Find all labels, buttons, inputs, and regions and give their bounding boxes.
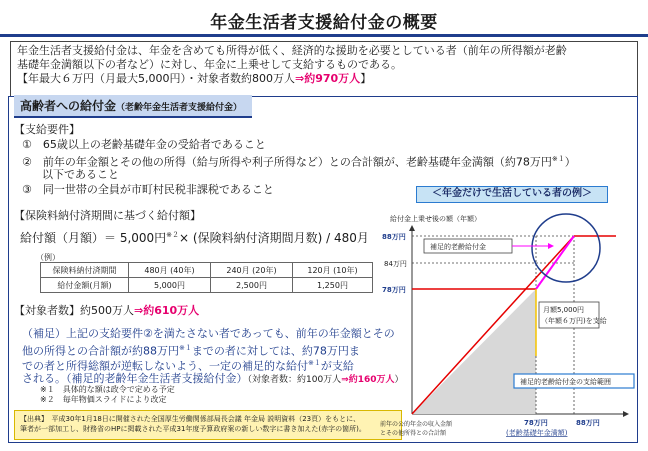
section-subtitle: （老齢年金生活者支援給付金） [116,103,243,113]
table-cell: 保険料納付済期間 [41,263,129,278]
supplement-footnote-1: ※１ [179,344,192,352]
supplement-line-1: （補足）上記の支給要件②を満たさない者であっても、前年の年金額とその [22,327,395,340]
footnote-1: ※１ 具体的な額は政令で定める予定 [40,385,175,394]
intro-amount: 【年最大６万円（月最大5,000円）・対象者数約800万人 [17,72,295,85]
supplement-line-2b: までの者に対しては、約78万円ま [191,344,360,358]
supplement-line-3b: が支給 [320,359,354,373]
pension-area [412,289,536,414]
requirement-2-footnote: ※１ [551,155,565,163]
intro-line-2: 基礎年金満額以下の者など）に対し、年金に上乗せして支給するものである。 [17,58,402,71]
section-tab [14,95,252,118]
requirements-header: 【支給要件】 [14,123,80,136]
target-count [14,303,199,318]
supplement-count: （対象者数：約100万人 [247,375,342,385]
x-tick-78-sub: (老齢基礎年金満額) [506,429,568,437]
target-count-label: 【対象者数】約500万人 [14,304,134,317]
y-tick-88: 88万円 [382,233,406,241]
example-table [40,262,373,293]
footnote-2: ※２ 毎年物価スライドにより改定 [40,395,167,404]
supplement-count-new: ⇒約160万人 [341,375,395,385]
source-line-1: 【出典】 平成30年1月18日に開催された全国厚生労働関係部局長会議 年金局 説明資料（23頁）をもとに、 [20,415,361,423]
table-cell: 2,500円 [211,278,293,293]
table-row [41,278,373,293]
range-label: 補足的老齢給付金の支給範囲 [520,378,611,386]
x-tick-78: 78万円 [524,419,548,427]
y-axis-label: 給付金上乗せ後の額（年額） [390,215,481,223]
requirement-2-close: ） [564,155,576,169]
table-cell: 480月 (40年) [129,263,211,278]
requirement-1: ① 65歳以上の老齢基礎年金の受給者であること [22,138,266,151]
formula-part-2: × (保険料納付済期間月数) / 480月 [179,231,369,245]
payment-formula [20,228,369,246]
title-rule [0,34,648,37]
monthly-label-1: 月額5,000円 [543,306,585,314]
intro-line-3 [17,72,631,86]
hojo-label: 補足的老齢給付金 [430,243,486,251]
supplement-line-2a: 他の所得との合計額が約88万円 [22,344,179,358]
formula-footnote: ※２ [166,231,180,239]
y-tick-84: 84万円 [384,260,407,268]
target-count-new: ⇒約610万人 [134,304,200,317]
intro-close: 】 [360,72,372,85]
table-row [41,263,373,278]
intro-box [10,41,638,97]
x-axis-label-2: とその他所得との合計額 [380,430,447,437]
intro-new-count: ⇒約970万人 [295,72,361,85]
y-tick-78: 78万円 [382,286,406,294]
requirement-2-cont: 以下であること [42,168,119,181]
requirement-3: ③ 同一世帯の全員が市町村民税非課税であること [22,183,274,196]
table-cell: 給付金額(月額) [41,278,129,293]
table-cell: 120月 (10年) [293,263,373,278]
supplement-line-3a: での者と所得総額が逆転しないよう、一定の補足的な給付 [22,359,308,373]
example-label: （例） [36,253,60,262]
supplement-line [536,236,574,289]
x-tick-88: 88万円 [576,419,600,427]
formula-part-1: 給付額（月額）＝ 5,000円 [20,231,167,245]
source-line-2: 筆者が一部加工し、財務省のHPに掲載された平成31年度予算政府案の新しい数字に書き加えた(赤字の箇所)。 [20,425,366,433]
supplement-footnote-2: ※１ [308,359,321,367]
requirement-2-text: ② 前年の年金額とその他の所得（給与所得や利子所得など）との合計額が、老齢基礎年金満額（約78万円 [22,155,552,169]
supplement-count-close: ） [394,375,404,385]
table-cell: 5,000円 [129,278,211,293]
payment-header: 【保険料納付済期間に基づく給付額】 [14,209,201,222]
supplement-line-4a: される。（補足的老齢年金生活者支援給付金） [22,372,248,385]
monthly-label-2: （年額６万円)を支給 [541,317,607,325]
table-cell: 1,250円 [293,278,373,293]
intro-line-1: 年金生活者支援給付金は、年金を含めても所得が低く、経済的な援助を必要としている者（前年の所得額が老齢 [17,44,567,57]
chart-banner: ＜年金だけで生活している者の例＞ [416,186,608,203]
section-title: 高齢者への給付金 [20,99,117,113]
page-title: 年金生活者支援給付金の概要 [210,13,438,33]
table-cell: 240月 (20年) [211,263,293,278]
source-box [14,410,402,440]
x-axis-label-1: 前年の公的年金の収入金額 [380,421,453,428]
pension-diagram [376,206,638,444]
